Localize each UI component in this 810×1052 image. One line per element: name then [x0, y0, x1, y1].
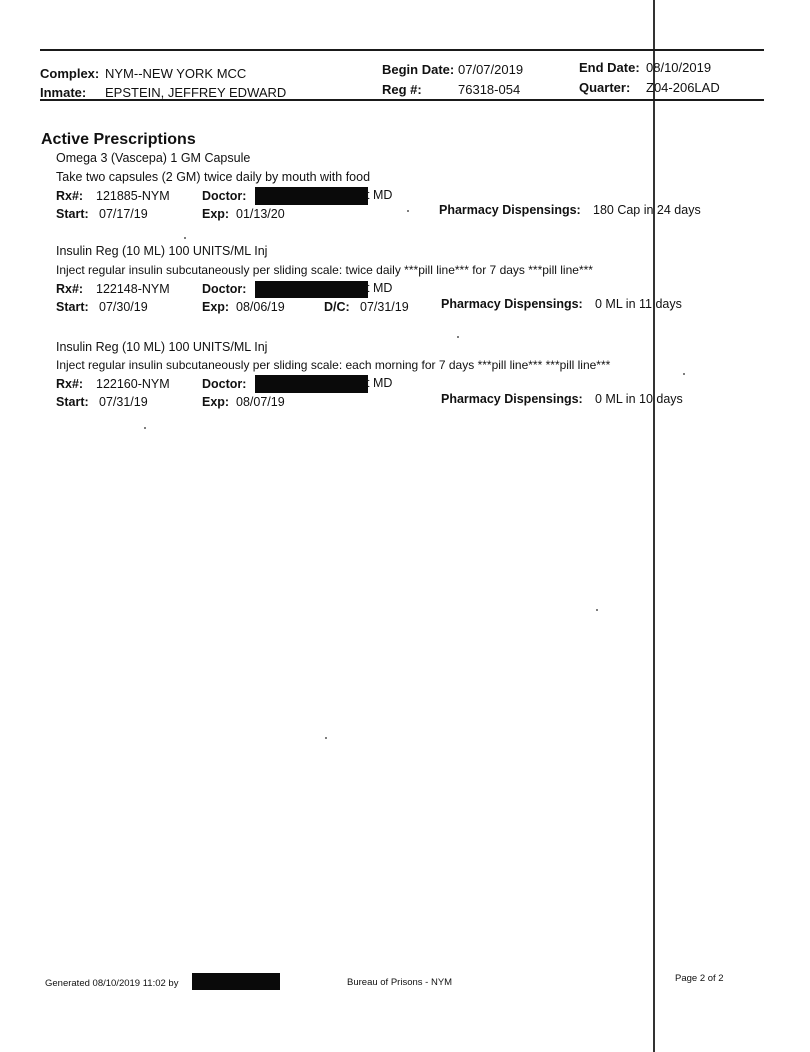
scan-speck — [325, 737, 327, 739]
exp-label: Exp: — [202, 207, 230, 221]
drug-name: Insulin Reg (10 ML) 100 UNITS/ML Inj — [56, 340, 268, 354]
begin-date-value: 07/07/2019 — [458, 62, 524, 77]
rx-label: Rx#: — [56, 377, 84, 391]
generated-text: Generated 08/10/2019 11:02 by — [45, 978, 179, 989]
footer-center-text: Bureau of Prisons - NYM — [347, 977, 453, 988]
doctor-label: Doctor: — [202, 377, 247, 391]
doctor-suffix: t MD — [366, 281, 393, 295]
reg-label: Reg #: — [382, 82, 422, 97]
complex-label: Complex: — [40, 66, 100, 81]
complex-value: NYM--NEW YORK MCC — [105, 66, 247, 81]
rx-value: 121885-NYM — [96, 189, 170, 203]
doctor-suffix: t MD — [366, 188, 393, 202]
scan-artifact-line — [653, 0, 655, 1052]
exp-value: 01/13/20 — [236, 207, 285, 221]
exp-value: 08/06/19 — [236, 300, 285, 314]
scan-speck — [144, 427, 146, 429]
drug-name: Omega 3 (Vascepa) 1 GM Capsule — [56, 151, 251, 165]
start-value: 07/17/19 — [99, 207, 148, 221]
end-date-value: 08/10/2019 — [646, 60, 712, 75]
dispensings-label: Pharmacy Dispensings: — [439, 203, 581, 217]
dispensings-value: 0 ML in 11 days — [595, 297, 682, 311]
header-top-rule — [40, 49, 764, 51]
redaction-bar — [192, 973, 280, 990]
inmate-value: EPSTEIN, JEFFREY EDWARD — [105, 85, 287, 100]
exp-value: 08/07/19 — [236, 395, 285, 409]
page-number: Page 2 of 2 — [675, 973, 724, 984]
drug-name: Insulin Reg (10 ML) 100 UNITS/ML Inj — [56, 244, 268, 258]
start-label: Start: — [56, 395, 89, 409]
scan-speck — [683, 373, 685, 375]
start-label: Start: — [56, 300, 89, 314]
exp-label: Exp: — [202, 395, 230, 409]
quarter-label: Quarter: — [579, 80, 631, 95]
dispensings-label: Pharmacy Dispensings: — [441, 392, 583, 406]
rx-value: 122160-NYM — [96, 377, 170, 391]
doctor-suffix: t MD — [366, 376, 393, 390]
start-label: Start: — [56, 207, 89, 221]
end-date-label: End Date: — [579, 60, 640, 75]
start-value: 07/30/19 — [99, 300, 148, 314]
instructions: Take two capsules (2 GM) twice daily by mouth with food — [56, 170, 371, 184]
dc-label: D/C: — [324, 300, 350, 314]
inmate-label: Inmate: — [40, 85, 87, 100]
begin-date-label: Begin Date: — [382, 62, 455, 77]
doctor-label: Doctor: — [202, 282, 247, 296]
scan-speck — [184, 237, 186, 239]
dispensings-label: Pharmacy Dispensings: — [441, 297, 583, 311]
dc-value: 07/31/19 — [360, 300, 409, 314]
rx-label: Rx#: — [56, 189, 84, 203]
quarter-value: Z04-206LAD — [646, 80, 720, 95]
instructions: Inject regular insulin subcutaneously per sliding scale: twice daily ***pill line*** for 7 days ***pill line*** — [56, 263, 593, 277]
redaction-bar — [255, 375, 368, 393]
doctor-label: Doctor: — [202, 189, 247, 203]
section-title: Active Prescriptions — [41, 131, 196, 148]
scan-speck — [457, 336, 459, 338]
start-value: 07/31/19 — [99, 395, 148, 409]
reg-value: 76318-054 — [458, 82, 521, 97]
scan-speck — [596, 609, 598, 611]
rx-value: 122148-NYM — [96, 282, 170, 296]
scan-speck — [407, 210, 409, 212]
rx-label: Rx#: — [56, 282, 84, 296]
dispensings-value: 180 Cap in 24 days — [593, 203, 701, 217]
redaction-bar — [255, 187, 368, 205]
dispensings-value: 0 ML in 10 days — [595, 392, 683, 406]
redaction-bar — [255, 281, 368, 298]
exp-label: Exp: — [202, 300, 230, 314]
instructions: Inject regular insulin subcutaneously per sliding scale: each morning for 7 days ***pill line*** ***pill line*** — [56, 358, 611, 372]
